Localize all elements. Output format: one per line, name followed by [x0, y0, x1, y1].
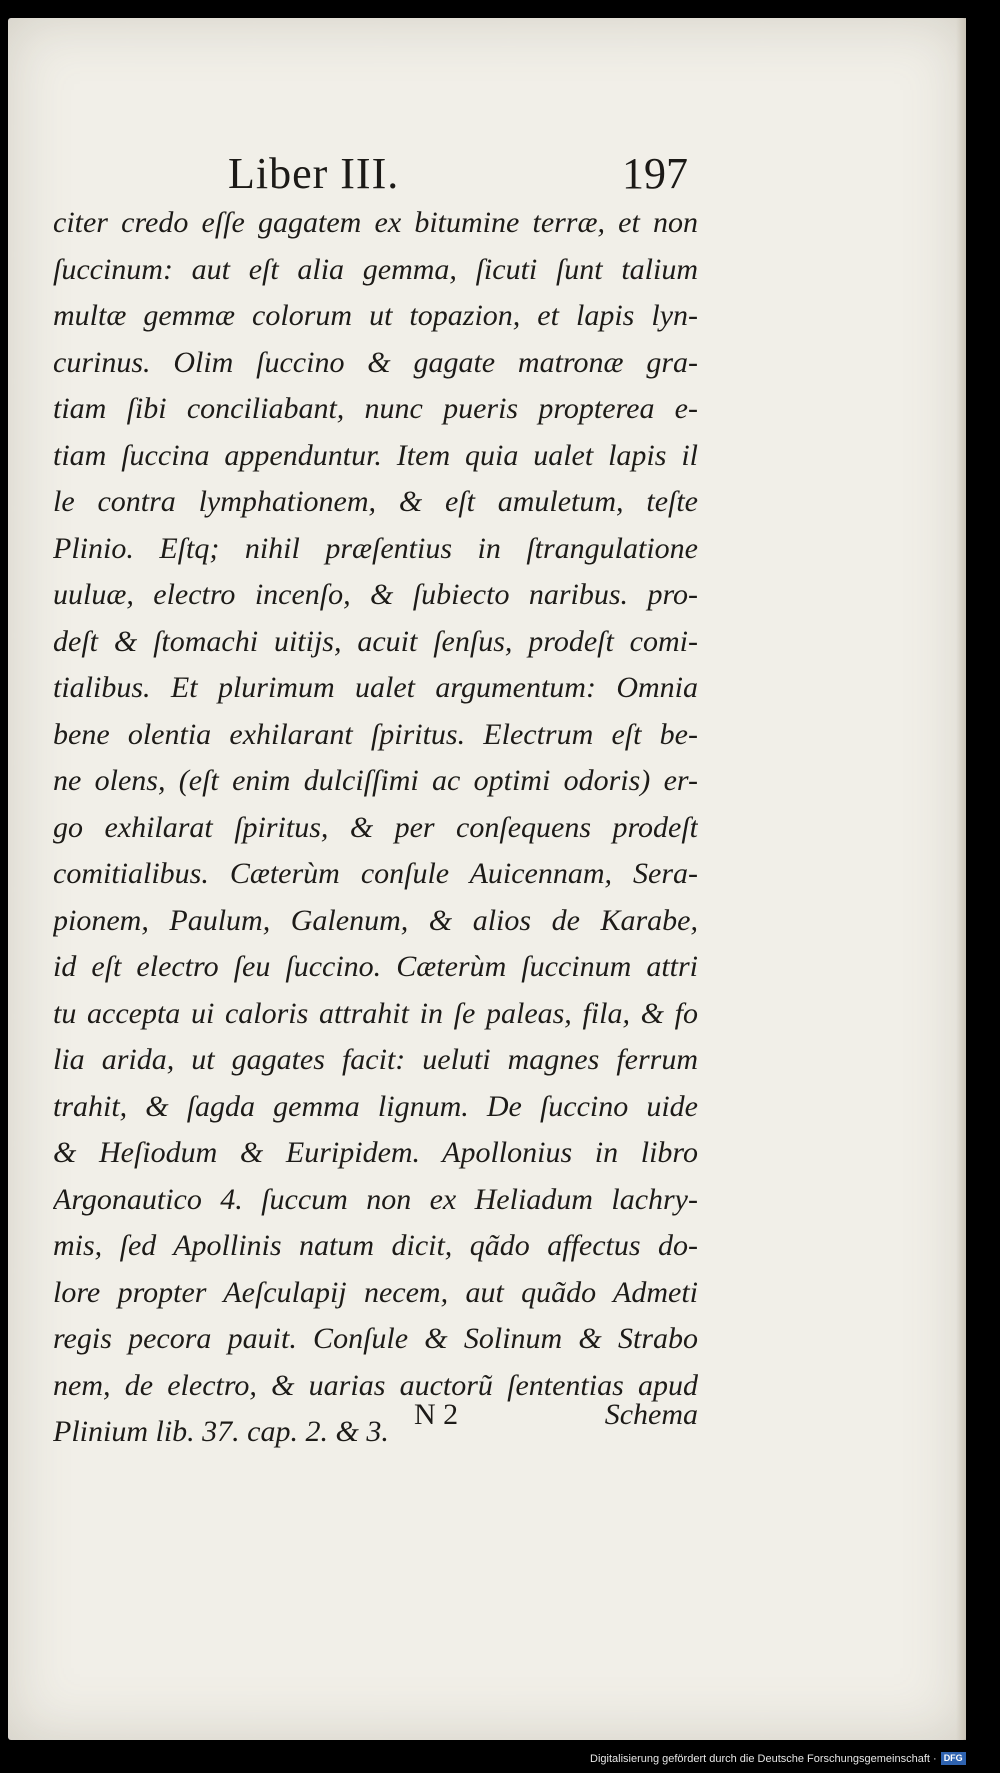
- text-line: bene olentia exhilarant ſpiritus. Electrum eſt be-: [53, 717, 698, 751]
- text-line: lia arida, ut gagates facit: ueluti magnes ferrum: [53, 1043, 698, 1076]
- text-line: regis pecora pauit. Conſule & Solinum & Strabo: [53, 1322, 698, 1355]
- text-line: citer credo eſſe gagatem ex bitumine terræ, et non: [53, 206, 698, 239]
- dfg-logo-icon: DFG: [941, 1752, 966, 1765]
- text-line: curinus. Olim ſuccino & gagate matronæ gra-: [53, 345, 698, 379]
- text-line: tu accepta ui caloris attrahit in ſe paleas, fila, & fo: [53, 996, 698, 1030]
- text-line: nem, de electro, & uarias auctorũ ſententias apud: [53, 1368, 698, 1402]
- catchword: Schema: [604, 1398, 698, 1431]
- page-footer: [408, 1398, 698, 1444]
- page-number: 197: [622, 149, 688, 198]
- text-line: & Heſiodum & Euripidem. Apollonius in libro: [53, 1136, 698, 1169]
- text-line: tialibus. Et plurimum ualet argumentum: Omnia: [53, 671, 698, 704]
- text-line: mis, ſed Apollinis natum dicit, qãdo affectus do-: [53, 1229, 698, 1262]
- running-title: Liber III.: [228, 149, 400, 198]
- signature-mark: N 2: [414, 1398, 459, 1431]
- page-header: [220, 148, 692, 198]
- text-line: uuluæ, electro incenſo, & ſubiecto naribus. pro-: [53, 578, 698, 611]
- text-line: deſt & ſtomachi uitijs, acuit ſenſus, prodeſt comi-: [53, 624, 698, 658]
- text-line: multæ gemmæ colorum ut topazion, et lapis lyn-: [53, 299, 698, 332]
- text-line: comitialibus. Cæterùm conſule Auicennam, Sera-: [53, 857, 698, 890]
- text-line: go exhilarat ſpiritus, & per conſequens prodeſt: [53, 810, 698, 844]
- text-line: tiam ſuccina appenduntur. Item quia ualet lapis il: [53, 438, 698, 472]
- text-line: trahit, & ſagda gemma lignum. De ſuccino uide: [53, 1089, 698, 1123]
- text-line: tiam ſibi conciliabant, nunc pueris propterea e-: [53, 392, 698, 425]
- text-line: ne olens, (eſt enim dulciſſimi ac optimi odoris) er-: [53, 764, 698, 797]
- text-line: ſuccinum: aut eſt alia gemma, ſicuti ſunt talium: [53, 252, 698, 286]
- book-page: [8, 18, 966, 1740]
- text-line: Argonautico 4. ſuccum non ex Heliadum lachry-: [53, 1182, 698, 1216]
- credit-text: Digitalisierung gefördert durch die Deutsche Forschungsgemeinschaft ·: [590, 1752, 937, 1765]
- text-line: id eſt electro ſeu ſuccino. Cæterùm ſuccinum attri: [53, 950, 698, 983]
- text-line: Plinium lib. 37. cap. 2. & 3.: [53, 1415, 389, 1448]
- text-line: le contra lymphationem, & eſt amuletum, teſte: [53, 485, 698, 518]
- digitization-credit: [590, 1752, 966, 1765]
- body-text: [53, 200, 698, 1456]
- text-line: pionem, Paulum, Galenum, & alios de Karabe,: [53, 903, 698, 937]
- text-line: lore propter Aeſculapij necem, aut quãdo Admeti: [53, 1275, 698, 1309]
- text-line: Plinio. Eſtq; nihil præſentius in ſtrangulatione: [53, 531, 698, 565]
